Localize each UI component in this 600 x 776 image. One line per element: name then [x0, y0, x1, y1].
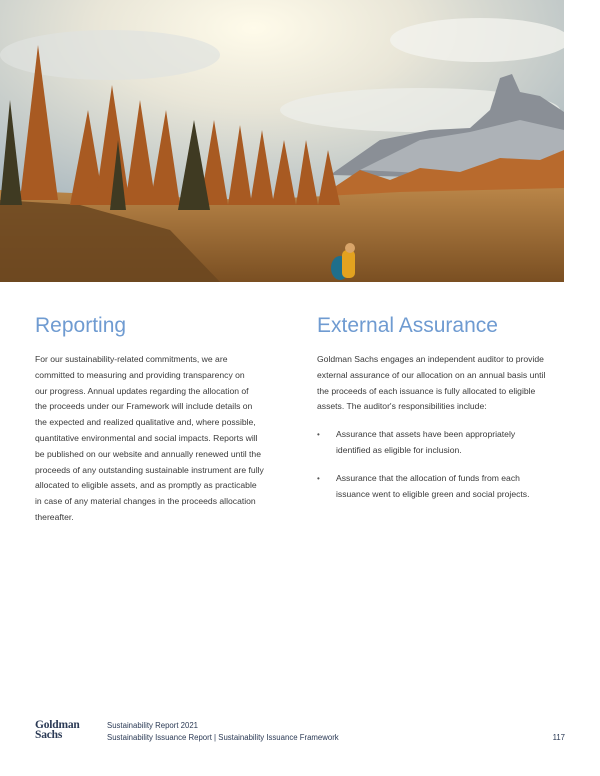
external-assurance-section: [317, 314, 567, 514]
list-item: • Assurance that the allocation of funds from each issuance went to eligible green and social projects.: [317, 472, 530, 499]
bullet-icon: •: [317, 430, 320, 440]
hero-photo: [0, 0, 564, 282]
landscape-illustration: [0, 0, 564, 282]
report-subtitle: Sustainability Issuance Report | Sustainability Issuance Framework: [107, 733, 339, 742]
report-title: Sustainability Report 2021: [107, 721, 199, 730]
page-footer: [35, 720, 565, 750]
bullet-icon: •: [317, 473, 320, 483]
reporting-body: For our sustainability-related commitments, we are committed to measuring and providing transparency on our progress. Annual updates regarding the allocation of the proceeds under our Framework will include details on the expected and realized qualitative and, where possible, quantitative environmental and social impacts. Reports will be published on our website and annually renewed until the proceeds of any outstanding sustainable instrument are fully allocated to eligible assets, and as promptly as practicable in case of any material changes in the proceeds allocation thereafter.: [35, 354, 264, 522]
reporting-section: [35, 314, 280, 526]
reporting-heading: Reporting: [35, 314, 127, 337]
page-number: 117: [552, 733, 565, 742]
external-assurance-heading: External Assurance: [317, 314, 498, 337]
auditor-responsibilities-list: [317, 427, 567, 502]
external-assurance-intro: Goldman Sachs engages an independent auditor to provide external assurance of our allocation on an annual basis until the proceeds of each issuance is fully allocated to eligible assets. The auditor's responsibilities include:: [317, 354, 546, 412]
list-item: • Assurance that assets have been appropriately identified as eligible for inclusion.: [317, 429, 516, 455]
goldman-sachs-logo: Goldman Sachs: [35, 719, 80, 741]
